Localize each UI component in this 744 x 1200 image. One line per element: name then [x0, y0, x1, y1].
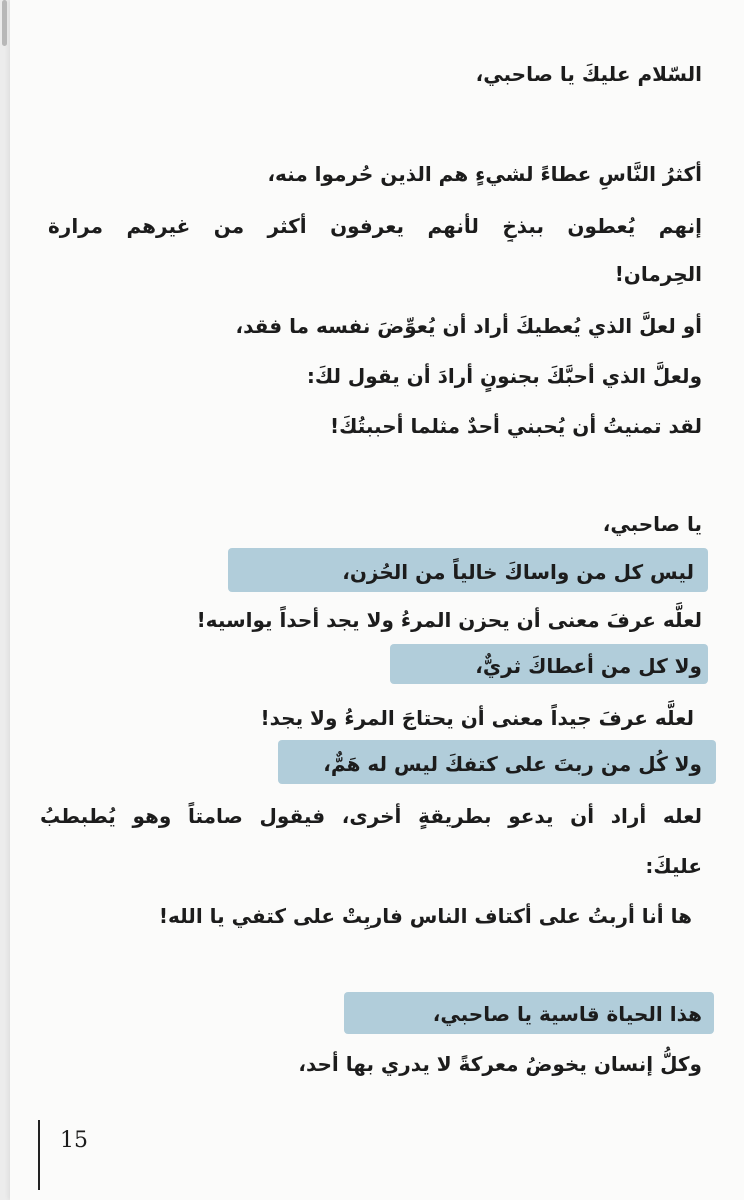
greeting-line: السّلام عليكَ يا صاحبي، [475, 62, 702, 86]
text-line: الحِرمان! [614, 262, 702, 286]
text-line: أو لعلَّ الذي يُعطيكَ أراد أن يُعوِّضَ نفسه ما فقد، [235, 314, 702, 338]
page-number: 15 [60, 1128, 88, 1153]
text-line: وكلُّ إنسان يخوضُ معركةً لا يدري بها أحد، [298, 1052, 702, 1076]
text-line: أكثرُ النَّاسِ عطاءً لشيءٍ هم الذين حُرموا منه، [267, 162, 702, 186]
page-margin-bar [38, 1120, 40, 1190]
highlighted-text-line: ولا كُل من ربتَ على كتفكَ ليس له هَمٌّ، [323, 752, 702, 776]
scrollbar-thumb[interactable] [2, 0, 7, 46]
text-line: إنهم يُعطون ببذخٍ لأنهم يعرفون أكثر من غيرهم مرارة [48, 214, 702, 238]
highlighted-text-line: هذا الحياة قاسية يا صاحبي، [432, 1002, 702, 1026]
text-line: يا صاحبي، [602, 512, 702, 536]
text-line: لعله أراد أن يدعو بطريقةٍ أخرى، فيقول صامتاً وهو يُطبطبُ [40, 804, 702, 828]
highlighted-text-line: ليس كل من واساكَ خالياً من الحُزن، [342, 560, 694, 584]
highlighted-text-line: ولا كل من أعطاكَ ثريٌّ، [475, 654, 702, 678]
text-line: ولعلَّ الذي أحبَّكَ بجنونٍ أرادَ أن يقول لكَ: [306, 364, 702, 388]
text-line: لقد تمنيتُ أن يُحبني أحدٌ مثلما أحببتُكَ! [329, 414, 702, 438]
text-line: عليكَ: [645, 854, 702, 878]
text-line: لعلَّه عرفَ جيداً معنى أن يحتاجَ المرءُ ولا يجد! [260, 706, 694, 730]
text-line: لعلَّه عرفَ معنى أن يحزن المرءُ ولا يجد أحداً يواسيه! [196, 608, 702, 632]
book-page [10, 0, 744, 1200]
text-line: ها أنا أربتُ على أكتاف الناس فاربِتْ على كتفي يا الله! [158, 904, 692, 928]
